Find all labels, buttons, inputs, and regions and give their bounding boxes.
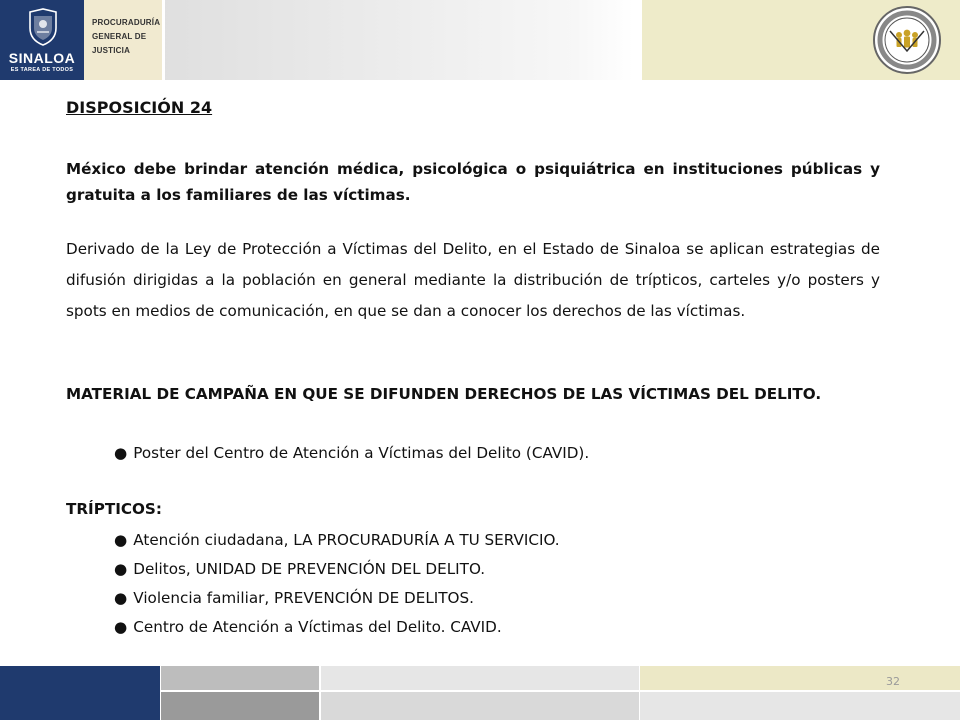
header-divider [162,0,165,80]
list-item [114,618,502,636]
list-item-text: Delitos, UNIDAD DE PREVENCIÓN DEL DELITO. [133,560,486,578]
list-item-text: Atención ciudadana, LA PROCURADURÍA A TU SERVICIO. [133,531,560,549]
footer-block [161,666,319,690]
agency-line-1: PROCURADURÍA [92,18,161,27]
sinaloa-logo [0,0,84,80]
institution-seal-icon [872,5,942,75]
page-title: DISPOSICIÓN 24 [66,98,213,117]
bullet-icon: ● [114,589,128,607]
tripticos-title: TRÍPTICOS: [66,500,162,518]
agency-line-2: GENERAL DE [92,32,147,41]
list-item [114,531,560,549]
footer-block [321,692,639,720]
footer-bar [0,666,960,720]
list-item-text: Centro de Atención a Víctimas del Delito. CAVID. [133,618,502,636]
footer-block [161,692,319,720]
agency-name-box [84,0,162,80]
list-item [114,589,474,607]
bullet-icon: ● [114,444,128,462]
paragraph-derivado: Derivado de la Ley de Protección a Víctimas del Delito, en el Estado de Sinaloa se aplican estrategias de difusión dirigidas a la población en general mediante la distribución de trípticos, carteles y/o posters y spots en medios de comunicación, en que se dan a conocer los derechos de las víctimas. [66,240,880,320]
state-tagline: ES TAREA DE TODOS [10,67,74,73]
list-item-poster [114,444,589,462]
list-item [114,560,485,578]
campaign-title: MATERIAL DE CAMPAÑA EN QUE SE DIFUNDEN DERECHOS DE LAS VÍCTIMAS DEL DELITO. [66,385,822,403]
bullet-icon: ● [114,531,128,549]
list-item-text: Violencia familiar, PREVENCIÓN DE DELITOS. [133,589,474,607]
bullet-icon: ● [114,618,128,636]
page-number: 32 [886,675,900,688]
footer-block [640,666,960,690]
state-name: SINALOA [8,50,76,66]
list-item-text: Poster del Centro de Atención a Víctimas del Delito (CAVID). [133,444,590,462]
footer-block [321,666,639,690]
agency-line-3: JUSTICIA [92,46,131,55]
bullet-icon: ● [114,560,128,578]
footer-block [640,692,960,720]
footer-block-navy [0,666,160,720]
header-bar [0,0,960,80]
state-shield-icon [28,8,58,46]
paragraph-disposition: México debe brindar atención médica, psicológica o psiquiátrica en instituciones públicas y gratuita a los familiares de las víctimas. [66,160,880,204]
